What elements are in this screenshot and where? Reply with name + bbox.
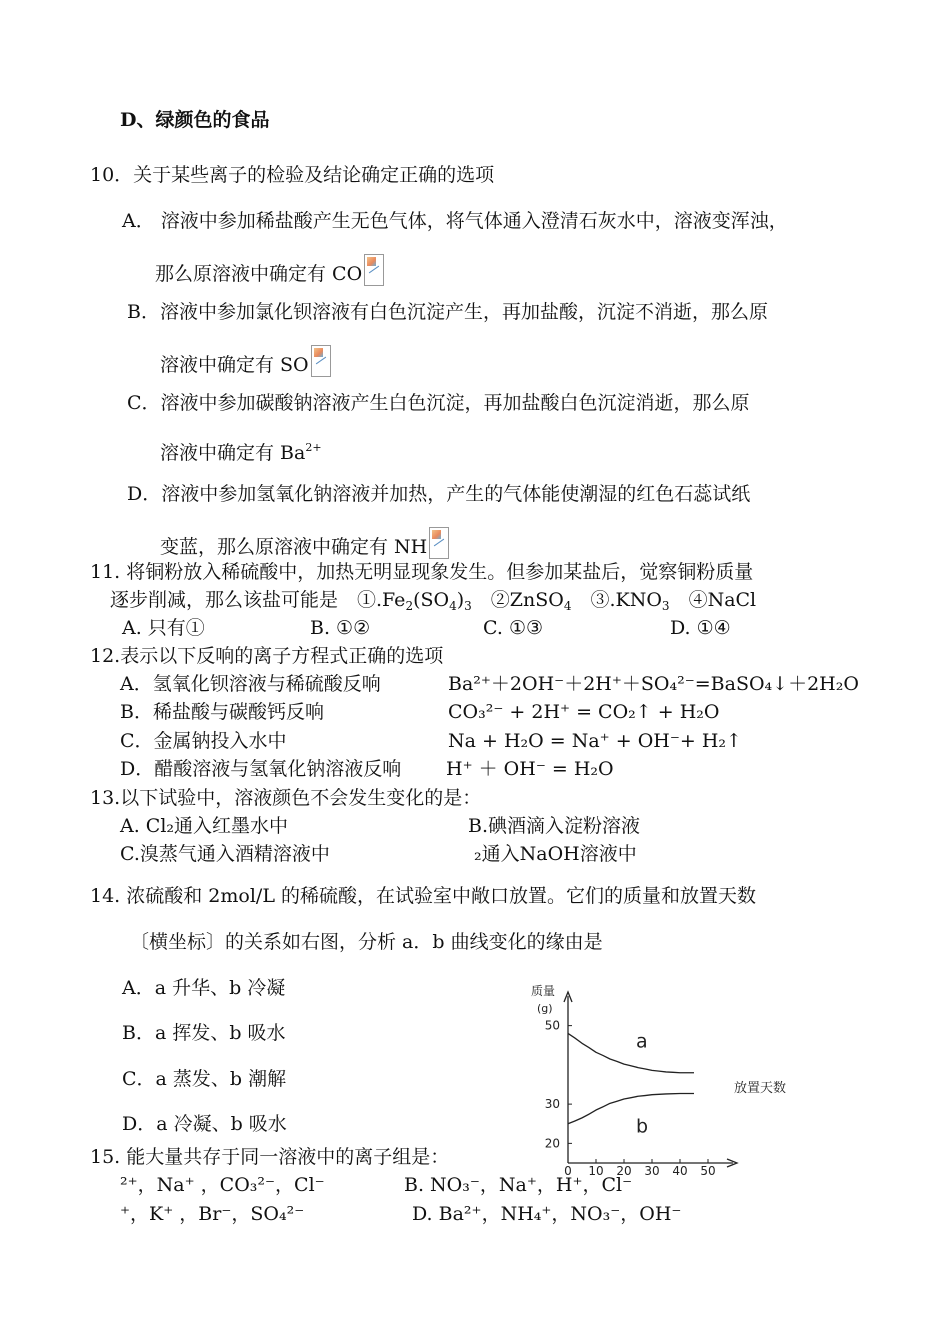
q15-option-b: B. NO₃⁻，Na⁺，H⁺，Cl⁻ bbox=[404, 1174, 633, 1196]
q10-stem: 10．关于某些离子的检验及结论确定正确的选项 bbox=[90, 164, 495, 186]
q14-option-d: D．a 冷凝、b 吸水 bbox=[122, 1113, 287, 1135]
q12-option-c-equation: Na + H₂O = Na⁺ + OH⁻+ H₂↑ bbox=[448, 730, 742, 752]
q10-option-c-line2 bbox=[160, 436, 322, 465]
broken-image-icon bbox=[364, 254, 384, 286]
q13-stem: 13.以下试验中，溶液颜色不会发生变化的是： bbox=[90, 787, 482, 809]
q15-option-c: ⁺，K⁺ ，Br⁻，SO₄²⁻ bbox=[120, 1203, 305, 1225]
subscript: 3 bbox=[464, 599, 472, 613]
q10-option-c-text: 溶液中确定有 Ba bbox=[160, 442, 306, 464]
q11-option-a: A. 只有① bbox=[122, 617, 205, 639]
superscript: 2+ bbox=[305, 441, 322, 454]
subscript: 3 bbox=[661, 599, 670, 613]
q14-option-a: A．a 升华、b 冷凝 bbox=[122, 977, 286, 999]
q9-option-d: D、绿颜色的食品 bbox=[120, 109, 270, 131]
q11-stem-line2 bbox=[110, 588, 756, 618]
q13-option-d: ₂通入NaOH溶液中 bbox=[474, 843, 637, 865]
x-tick-label: 30 bbox=[644, 1164, 660, 1177]
series-line-a bbox=[568, 1030, 694, 1072]
y-axis-label: 质量 bbox=[531, 984, 556, 998]
q14-option-c: C．a 蒸发、b 潮解 bbox=[122, 1068, 287, 1090]
y-tick-label: 30 bbox=[544, 1097, 560, 1112]
x-tick-label: 50 bbox=[700, 1164, 716, 1177]
q11-text: ③.KNO bbox=[571, 589, 662, 611]
subscript: 4 bbox=[563, 599, 572, 613]
q13-option-b: B.碘酒滴入淀粉溶液 bbox=[468, 815, 641, 837]
q12-option-a-equation: Ba²⁺＋2OH⁻＋2H⁺＋SO₄²⁻=BaSO₄↓＋2H₂O bbox=[448, 673, 859, 695]
q12-option-b-label: B．稀盐酸与碳酸钙反响 bbox=[120, 701, 324, 723]
q11-option-d: D. ①④ bbox=[670, 617, 731, 639]
q11-option-b: B. ①② bbox=[310, 617, 371, 639]
q14-stem-line2: 〔横坐标〕的关系如右图，分析 a．b 曲线变化的缘由是 bbox=[130, 931, 603, 953]
q10-option-b-line1: B．溶液中参加氯化钡溶液有白色沉淀产生，再加盐酸，沉淀不消逝，那么原 bbox=[127, 301, 768, 323]
q15-option-a: ²⁺，Na⁺ ，CO₃²⁻，Cl⁻ bbox=[120, 1174, 325, 1196]
mass-vs-days-chart bbox=[525, 982, 795, 1177]
q11-stem-line1: 11. 将铜粉放入稀硫酸中，加热无明显现象发生。但参加某盐后，觉察铜粉质量 bbox=[90, 561, 754, 583]
q13-option-c: C.溴蒸气通入酒精溶液中 bbox=[120, 843, 330, 865]
subscript: 4 bbox=[449, 599, 457, 613]
q10-option-a-line1: A． 溶液中参加稀盐酸产生无色气体，将气体通入澄清石灰水中，溶液变浑浊， bbox=[122, 210, 788, 232]
q11-text: ②ZnSO bbox=[471, 589, 564, 611]
y-tick-label: 50 bbox=[544, 1018, 560, 1033]
q12-stem: 12.表示以下反响的离子方程式正确的选项 bbox=[90, 645, 444, 667]
y-tick-label: 20 bbox=[544, 1136, 560, 1151]
q12-option-c-label: C．金属钠投入水中 bbox=[120, 730, 287, 752]
y-axis-unit: (g) bbox=[537, 1002, 553, 1015]
q10-option-d-line1: D．溶液中参加氢氧化钠溶液并加热，产生的气体能使潮湿的红色石蕊试纸 bbox=[127, 483, 751, 505]
q10-option-d-line2 bbox=[160, 527, 449, 559]
q12-option-d-label: D．醋酸溶液与氢氧化钠溶液反响 bbox=[120, 758, 402, 780]
q10-option-c-line1: C．溶液中参加碳酸钠溶液产生白色沉淀，再加盐酸白色沉淀消逝，那么原 bbox=[127, 392, 750, 414]
series-label-b: b bbox=[636, 1115, 649, 1138]
q11-option-c: C. ①③ bbox=[483, 617, 544, 639]
q14-option-b: B．a 挥发、b 吸水 bbox=[122, 1022, 286, 1044]
x-tick-label: 20 bbox=[616, 1164, 632, 1177]
q11-text: ) bbox=[456, 589, 465, 611]
q15-stem: 15. 能大量共存于同一溶液中的离子组是： bbox=[90, 1146, 450, 1168]
x-tick-label: 10 bbox=[588, 1164, 604, 1177]
series-label-a: a bbox=[636, 1030, 648, 1053]
q10-option-a-text: 那么原溶液中确定有 CO bbox=[155, 263, 363, 285]
q10-option-b-line2 bbox=[160, 345, 331, 377]
q12-option-a-label: A．氢氧化钡溶液与稀硫酸反响 bbox=[120, 673, 381, 695]
subscript: 2 bbox=[405, 599, 414, 613]
series-line-b bbox=[568, 1094, 694, 1124]
x-tick-label: 40 bbox=[672, 1164, 688, 1177]
x-tick-label: 0 bbox=[564, 1164, 572, 1177]
q11-text: (SO bbox=[413, 589, 450, 611]
q11-text: 逐步削减，那么该盐可能是 ①.Fe bbox=[110, 589, 406, 611]
q12-option-b-equation: CO₃²⁻ + 2H⁺ = CO₂↑ + H₂O bbox=[448, 701, 720, 723]
q15-option-d: D. Ba²⁺，NH₄⁺，NO₃⁻，OH⁻ bbox=[412, 1203, 682, 1225]
q10-option-a-line2 bbox=[155, 254, 384, 286]
q13-option-a: A. Cl₂通入红墨水中 bbox=[120, 815, 289, 837]
q10-option-d-text: 变蓝，那么原溶液中确定有 NH bbox=[160, 536, 428, 558]
x-axis-label: 放置天数 bbox=[734, 1081, 787, 1096]
q14-stem-line1: 14. 浓硫酸和 2mol/L 的稀硫酸，在试验室中敞口放置。它们的质量和放置天数 bbox=[90, 885, 756, 907]
q11-text: ④NaCl bbox=[669, 589, 757, 611]
broken-image-icon bbox=[429, 527, 449, 559]
q10-option-b-text: 溶液中确定有 SO bbox=[160, 354, 309, 376]
broken-image-icon bbox=[311, 345, 331, 377]
q12-option-d-equation: H⁺ ＋ OH⁻ = H₂O bbox=[446, 758, 614, 780]
